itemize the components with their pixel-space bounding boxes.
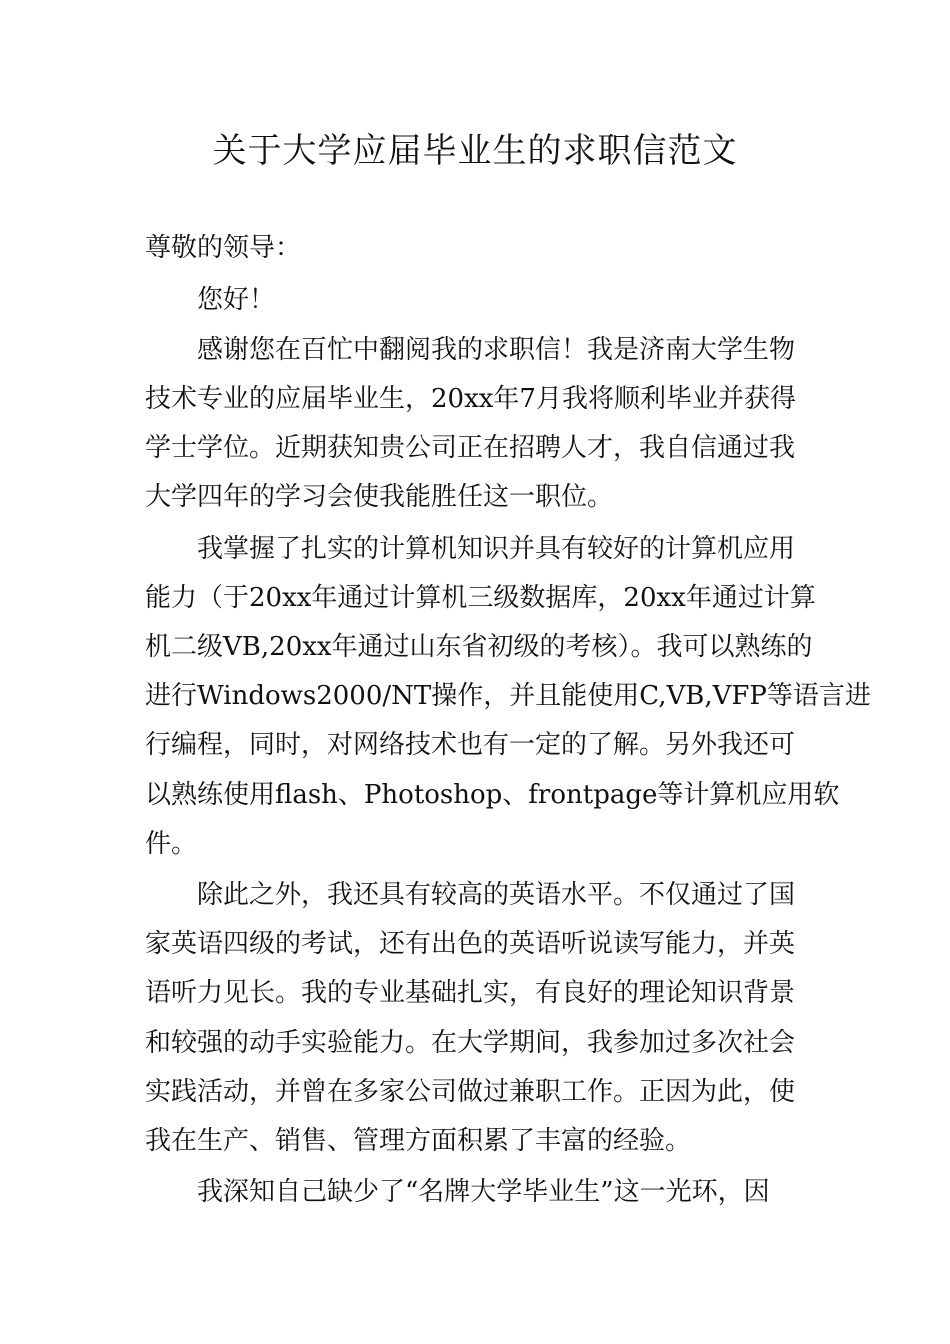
body-line: 能力（于20xx年通过计算机三级数据库，20xx年通过计算 xyxy=(145,583,816,613)
body-line: 和较强的动手实验能力。在大学期间，我参加过多次社会 xyxy=(145,1028,796,1058)
body-line: 件。 xyxy=(145,829,198,859)
body-line: 我深知自己缺少了“名牌大学毕业生”这一光环，因 xyxy=(197,1177,770,1207)
salutation-line: 尊敬的领导： xyxy=(145,233,302,263)
greeting-line: 您好！ xyxy=(197,285,276,315)
body-line: 我在生产、销售、管理方面积累了丰富的经验。 xyxy=(145,1126,692,1156)
body-line: 大学四年的学习会使我能胜任这一职位。 xyxy=(145,482,614,512)
body-line: 我掌握了扎实的计算机知识并具有较好的计算机应用 xyxy=(197,534,796,564)
body-line: 学士学位。近期获知贵公司正在招聘人才，我自信通过我 xyxy=(145,433,796,463)
body-line: 除此之外，我还具有较高的英语水平。不仅通过了国 xyxy=(197,880,796,910)
body-line: 以熟练使用flash、Photoshop、frontpage等计算机应用软 xyxy=(145,780,840,810)
body-line: 感谢您在百忙中翻阅我的求职信！我是济南大学生物 xyxy=(197,335,796,365)
body-line: 进行Windows2000/NT操作，并且能使用C,VB,VFP等语言进 xyxy=(145,681,871,711)
body-line: 家英语四级的考试，还有出色的英语听说读写能力，并英 xyxy=(145,929,796,959)
body-line: 语听力见长。我的专业基础扎实，有良好的理论知识背景 xyxy=(145,978,796,1008)
body-line: 实践活动，并曾在多家公司做过兼职工作。正因为此，使 xyxy=(145,1077,796,1107)
body-line: 行编程，同时，对网络技术也有一定的了解。另外我还可 xyxy=(145,730,796,760)
document-title: 关于大学应届毕业生的求职信范文 xyxy=(212,131,738,171)
body-line: 技术专业的应届毕业生，20xx年7月我将顺利毕业并获得 xyxy=(145,384,796,414)
body-line: 机二级VB,20xx年通过山东省初级的考核）。我可以熟练的 xyxy=(145,632,813,662)
